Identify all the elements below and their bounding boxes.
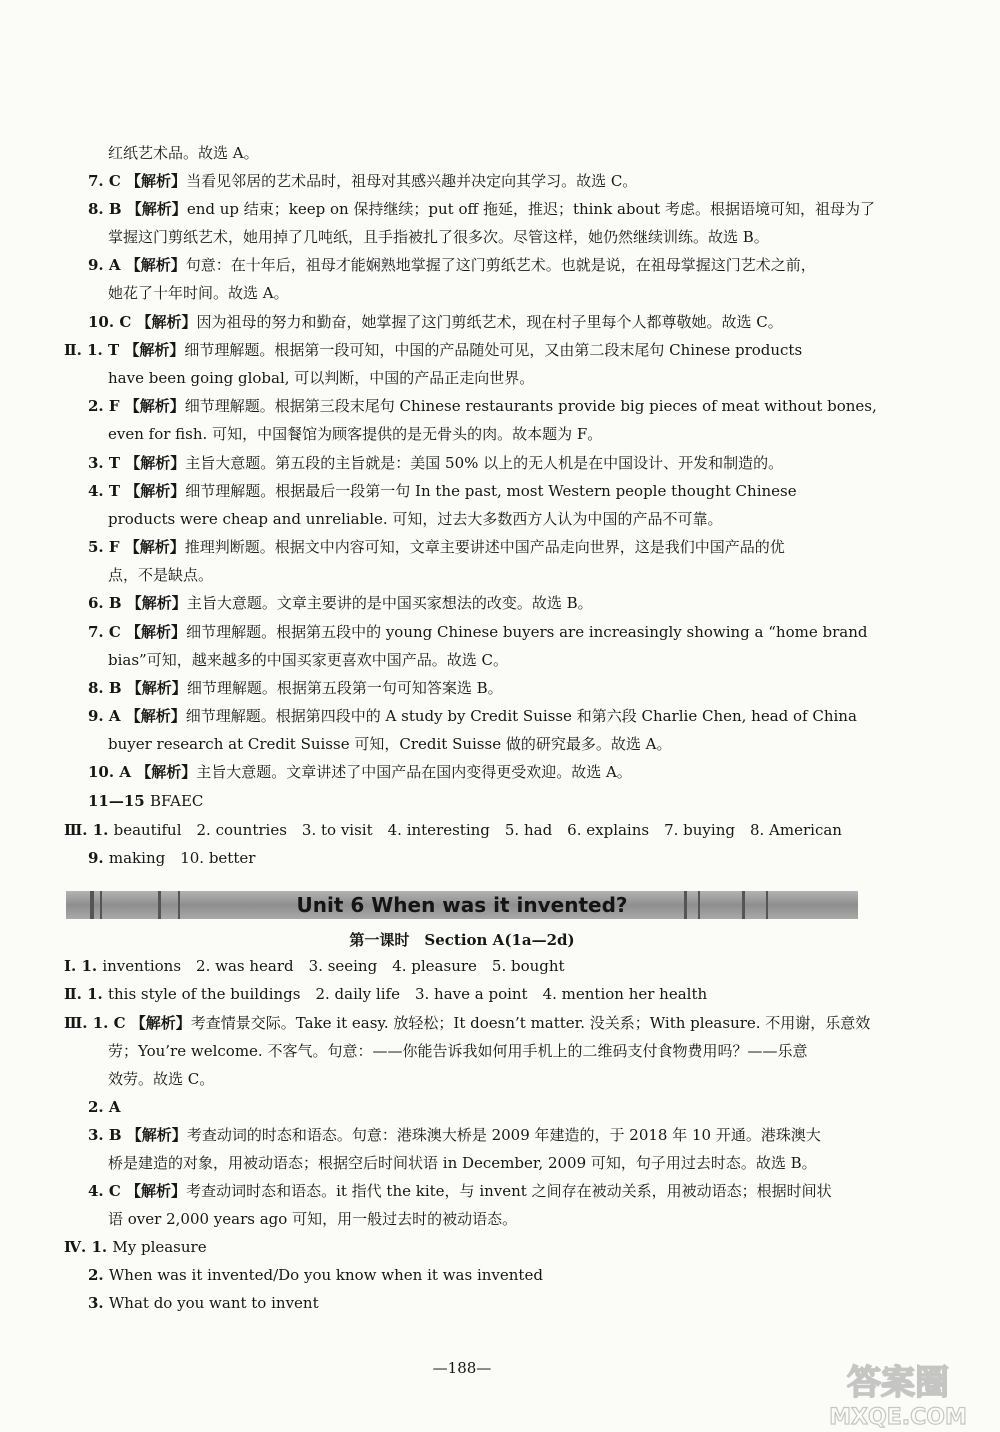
answer-text: 细节理解题。根据第五段中的 young Chinese buyers are increasingly showing a “home brand [186, 623, 868, 641]
answer-line [88, 395, 877, 417]
answer-text: 她花了十年时间。故选 A。 [108, 284, 289, 302]
answer-number: 6. B [88, 594, 127, 612]
answer-number: Ⅰ. 1. [64, 957, 103, 975]
answer-text: What do you want to invent [108, 1294, 319, 1312]
answer-line [88, 1292, 319, 1314]
answer-text: have been going global, 可以判断，中国的产品正走向世界。 [108, 369, 535, 387]
answer-text: buyer research at Credit Suisse 可知，Credit Suisse 做的研究最多。故选 A。 [108, 735, 672, 753]
answer-line [88, 170, 637, 192]
answer-text: 推理判断题。根据文中内容可知，文章主要讲述中国产品走向世界，这是我们中国产品的优 [184, 538, 785, 556]
answer-line [108, 423, 602, 445]
answer-number: 8. B [88, 679, 127, 697]
answer-line [88, 790, 203, 812]
analysis-tag: 【解析】 [125, 256, 186, 274]
answer-line [64, 983, 707, 1005]
answer-line [108, 733, 671, 755]
answer-text: beautiful 2. countries 3. to visit 4. interesting 5. had 6. explains 7. buying 8. American [113, 821, 842, 839]
answer-text: 主旨大意题。文章主要讲的是中国买家想法的改变。故选 B。 [186, 594, 593, 612]
answer-text: 桥是建造的对象，用被动语态；根据空后时间状语 in December, 2009 可知，句子用过去时态。故选 B。 [108, 1154, 817, 1172]
analysis-tag: 【解析】 [125, 454, 186, 472]
answer-number: 3. [88, 1294, 109, 1312]
analysis-tag: 【解析】 [126, 623, 187, 641]
answer-number: 2. F [88, 397, 125, 415]
answer-number: 9. A [88, 707, 126, 725]
answer-line [64, 819, 842, 841]
answer-text: 细节理解题。根据第一段可知，中国的产品随处可见，又由第二段末尾句 Chinese products [184, 341, 803, 359]
answer-number: 5. F [88, 538, 125, 556]
analysis-tag: 【解析】 [126, 1182, 187, 1200]
answer-text: 细节理解题。根据最后一段第一句 In the past, most Western people thought Chinese [185, 482, 797, 500]
answer-number: 8. B [88, 200, 127, 218]
analysis-tag: 【解析】 [130, 1014, 191, 1032]
analysis-tag: 【解析】 [126, 679, 187, 697]
answer-line [64, 1012, 870, 1034]
answer-text: 劳；You’re welcome. 不客气。句意：——你能告诉我如何用手机上的二维码支付食物费用吗？——乐意 [108, 1042, 808, 1060]
answer-text: 考查情景交际。Take it easy. 放轻松；It doesn’t matter. 没关系；With pleasure. 不用谢，乐意效 [190, 1014, 871, 1032]
answer-line [88, 311, 783, 333]
answer-line [88, 1096, 121, 1118]
answer-line [108, 649, 508, 671]
answer-line [88, 847, 255, 869]
answer-number: Ⅲ. 1. [64, 821, 114, 839]
svg-text:MXQE.COM: MXQE.COM [829, 1405, 967, 1430]
answer-text: making 10. better [108, 849, 256, 867]
answer-text: 因为祖母的努力和勤奋，她掌握了这门剪纸艺术，现在村子里每个人都尊敬她。故选 C。 [196, 313, 783, 331]
answer-line [88, 1180, 832, 1202]
answer-line [108, 1040, 807, 1062]
answer-text: 点，不是缺点。 [108, 566, 214, 584]
answer-text: end up 结束；keep on 保持继续；put off 拖延，推迟；think about 考虑。根据语境可知，祖母为了 [186, 200, 875, 218]
answer-number: Ⅲ. 1. C [64, 1014, 131, 1032]
answer-text: 考查动词时态和语态。it 指代 the kite，与 invent 之间存在被动关系，用被动语态；根据时间状 [186, 1182, 832, 1200]
unit-title: Unit 6 When was it invented? [296, 893, 628, 917]
analysis-tag: 【解析】 [136, 763, 197, 781]
answer-text: 细节理解题。根据第三段末尾句 Chinese restaurants provide big pieces of meat without bones, [184, 397, 877, 415]
answer-line [108, 226, 769, 248]
answer-line [88, 677, 503, 699]
answer-number: 7. C [88, 172, 127, 190]
answer-text: 细节理解题。根据第四段中的 A study by Credit Suisse 和第六段 Charlie Chen, head of China [185, 707, 857, 725]
answer-line [88, 254, 816, 276]
analysis-tag: 【解析】 [124, 341, 185, 359]
answer-line [88, 592, 593, 614]
answer-line [108, 1068, 214, 1090]
answer-text: 主旨大意题。文章讲述了中国产品在国内变得更受欢迎。故选 A。 [196, 763, 632, 781]
unit-banner [66, 891, 858, 919]
answer-text: this style of the buildings 2. daily life 3. have a point 4. mention her health [107, 985, 708, 1003]
answer-text: products were cheap and unreliable. 可知，过去大多数西方人认为中国的产品不可靠。 [108, 510, 723, 528]
answer-line [108, 1152, 817, 1174]
answer-line [108, 282, 289, 304]
answer-line [64, 339, 802, 361]
answer-number: Ⅱ. 1. T [64, 341, 125, 359]
answer-line [108, 142, 259, 164]
answer-number: 7. C [88, 623, 127, 641]
answer-number: 9. A [88, 256, 126, 274]
analysis-tag: 【解析】 [125, 707, 186, 725]
answer-number: 3. B [88, 1126, 127, 1144]
answer-number: 4. T [88, 482, 126, 500]
analysis-tag: 【解析】 [126, 172, 187, 190]
answer-text: 掌握这门剪纸艺术，她用掉了几吨纸，且手指被扎了很多次。尽管这样，她仍然继续训练。故选 B。 [108, 228, 769, 246]
answer-number: 10. A [88, 763, 137, 781]
analysis-tag: 【解析】 [136, 313, 197, 331]
answer-text: bias”可知，越来越多的中国买家更喜欢中国产品。故选 C。 [108, 651, 508, 669]
analysis-tag: 【解析】 [125, 482, 186, 500]
analysis-tag: 【解析】 [126, 200, 187, 218]
lesson-subtitle: 第一课时 Section A(1a—2d) [349, 931, 575, 949]
answer-line [108, 564, 213, 586]
answer-line [64, 955, 565, 977]
watermark-logo [798, 1358, 998, 1430]
answer-number: Ⅱ. 1. [64, 985, 108, 1003]
answer-line [88, 198, 875, 220]
answer-line [88, 761, 632, 783]
answer-line [108, 1208, 517, 1230]
answer-number: 11—15 [88, 792, 150, 810]
answer-text: inventions 2. was heard 3. seeing 4. pleasure 5. bought [102, 957, 565, 975]
answer-text: 考查动词的时态和语态。句意：港珠澳大桥是 2009 年建造的，于 2018 年 10 开通。港珠澳大 [186, 1126, 821, 1144]
answer-text: 语 over 2,000 years ago 可知，用一般过去时的被动语态。 [108, 1210, 518, 1228]
analysis-tag: 【解析】 [126, 1126, 187, 1144]
answer-line [88, 536, 785, 558]
analysis-tag: 【解析】 [126, 594, 187, 612]
answer-line [64, 1236, 207, 1258]
answer-line [108, 508, 722, 530]
answer-text: 主旨大意题。第五段的主旨就是：美国 50% 以上的无人机是在中国设计、开发和制造的。 [185, 454, 784, 472]
answer-text: My pleasure [112, 1238, 207, 1256]
answer-number: 2. [88, 1266, 109, 1284]
answer-line [108, 367, 534, 389]
svg-text:答案圈: 答案圈 [847, 1363, 949, 1403]
answer-line [88, 621, 867, 643]
answer-line [88, 705, 857, 727]
answer-text: 红纸艺术品。故选 A。 [108, 144, 259, 162]
analysis-tag: 【解析】 [124, 397, 185, 415]
answer-line [88, 1124, 821, 1146]
answer-number: 3. T [88, 454, 126, 472]
answer-text: 细节理解题。根据第五段第一句可知答案选 B。 [186, 679, 503, 697]
answer-text: 效劳。故选 C。 [108, 1070, 215, 1088]
answer-line [88, 480, 797, 502]
answer-text: even for fish. 可知，中国餐馆为顾客提供的是无骨头的肉。故本题为 F。 [108, 425, 603, 443]
analysis-tag: 【解析】 [124, 538, 185, 556]
answer-line [88, 452, 783, 474]
answer-number: 9. [88, 849, 109, 867]
answer-number: 10. C [88, 313, 137, 331]
answer-text: BFAEC [149, 792, 204, 810]
answer-number: 4. C [88, 1182, 127, 1200]
page-number: —188— [432, 1359, 492, 1377]
answer-text: 当看见邻居的艺术品时，祖母对其感兴趣并决定向其学习。故选 C。 [186, 172, 638, 190]
answer-number: 2. A [88, 1098, 121, 1116]
answer-text: When was it invented/Do you know when it was invented [108, 1266, 543, 1284]
answer-text: 句意：在十年后，祖母才能娴熟地掌握了这门剪纸艺术。也就是说，在祖母掌握这门艺术之前， [185, 256, 816, 274]
answer-line [88, 1264, 543, 1286]
answer-number: Ⅳ. 1. [64, 1238, 113, 1256]
